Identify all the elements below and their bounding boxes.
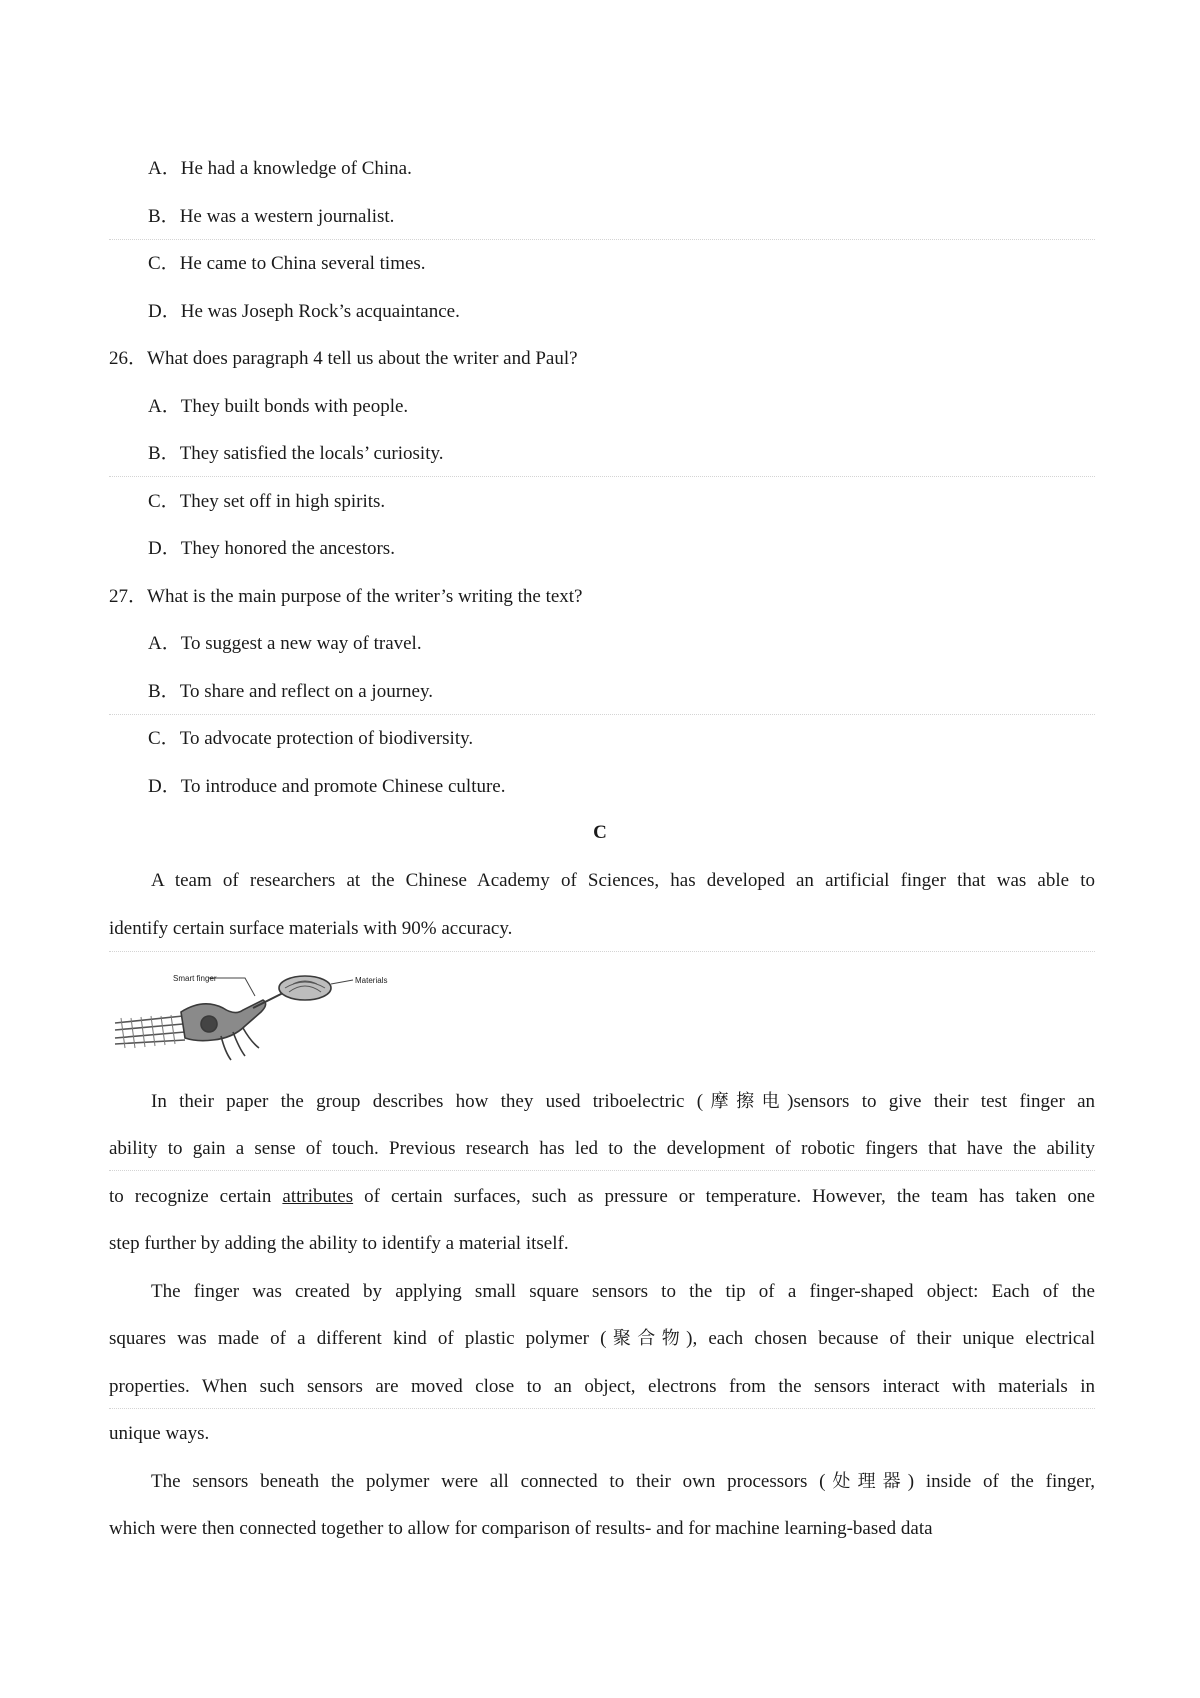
chinese-gloss: 摩擦电 <box>703 1091 788 1112</box>
question-number: 26． <box>109 348 148 369</box>
dotted-rule <box>109 239 1095 240</box>
smart-finger-figure <box>113 968 393 1068</box>
option-letter: D． <box>148 538 181 559</box>
q25-option-a <box>148 157 412 181</box>
paragraph-3-line-2 <box>109 1327 1095 1351</box>
option-letter: D． <box>148 776 181 797</box>
question-text: What is the main purpose of the writer’s writing the text? <box>147 586 583 607</box>
dotted-rule <box>109 476 1095 477</box>
paragraph-3-line-1: The finger was created by applying small square sensors to the tip of a finger-shaped object: Each of the <box>151 1281 1095 1302</box>
q27-stem <box>109 585 583 609</box>
option-text: They built bonds with people. <box>180 396 409 417</box>
option-text: They honored the ancestors. <box>180 538 395 559</box>
dotted-rule <box>109 951 1095 952</box>
q26-stem <box>109 347 578 371</box>
paragraph-2-line-2: ability to gain a sense of touch. Previous research has led to the development of robotic fingers that have the ability <box>109 1138 1095 1159</box>
q25-option-b <box>148 205 394 229</box>
option-text: He came to China several times. <box>179 253 426 274</box>
paragraph-1-line-2: identify certain surface materials with 90% accuracy. <box>109 918 513 939</box>
paragraph-2-line-3 <box>109 1185 1095 1209</box>
dotted-rule <box>109 1408 1095 1409</box>
underlined-word: attributes <box>282 1186 354 1207</box>
text-run: of certain surfaces, such as pressure or temperature. However, the team has taken one <box>353 1186 1095 1207</box>
dotted-rule <box>109 714 1095 715</box>
q27-option-c <box>148 727 473 751</box>
text-run: ) inside of the finger, <box>907 1471 1096 1492</box>
text-run: In their paper the group describes how they used triboelectric ( <box>151 1091 704 1112</box>
question-text: What does paragraph 4 tell us about the writer and Paul? <box>147 348 578 369</box>
option-letter: B． <box>148 681 180 702</box>
option-letter: D． <box>148 301 181 322</box>
section-heading: C <box>593 822 607 843</box>
text-run: ), each chosen because of their unique electrical <box>686 1328 1095 1349</box>
q26-option-a <box>148 395 408 419</box>
dotted-rule <box>109 1170 1095 1171</box>
option-text: He was Joseph Rock’s acquaintance. <box>180 301 460 322</box>
q26-option-d <box>148 537 395 561</box>
q26-option-c <box>148 490 385 514</box>
q27-option-a <box>148 632 422 656</box>
chinese-gloss: 聚合物 <box>606 1328 687 1349</box>
paragraph-3-line-3: properties. When such sensors are moved close to an object, electrons from the sensors interact with materials in <box>109 1376 1095 1397</box>
option-text: He had a knowledge of China. <box>180 158 412 179</box>
text-run: squares was made of a different kind of plastic polymer ( <box>109 1328 607 1349</box>
q27-option-d <box>148 775 505 799</box>
paragraph-3-line-4: unique ways. <box>109 1423 210 1444</box>
option-letter: B． <box>148 443 180 464</box>
q25-option-d <box>148 300 460 324</box>
option-letter: A． <box>148 158 181 179</box>
option-letter: C． <box>148 253 180 274</box>
q25-option-c <box>148 252 426 276</box>
paragraph-4-line-2: which were then connected together to allow for comparison of results- and for machine learning-based data <box>109 1518 933 1539</box>
option-text: To advocate protection of biodiversity. <box>179 728 474 749</box>
option-text: To introduce and promote Chinese culture. <box>180 776 506 797</box>
paragraph-2-line-1 <box>151 1090 1095 1114</box>
option-text: They satisfied the locals’ curiosity. <box>179 443 444 464</box>
question-number: 27． <box>109 586 148 607</box>
text-run: )sensors to give their test finger an <box>787 1091 1096 1112</box>
q27-option-b <box>148 680 433 704</box>
option-letter: C． <box>148 491 180 512</box>
option-letter: A． <box>148 396 181 417</box>
paragraph-1-line-1: A team of researchers at the Chinese Academy of Sciences, has developed an artificial finger that was able to <box>151 870 1095 891</box>
option-letter: C． <box>148 728 180 749</box>
paragraph-2-line-4: step further by adding the ability to identify a material itself. <box>109 1233 569 1254</box>
option-letter: B． <box>148 206 180 227</box>
option-text: They set off in high spirits. <box>179 491 386 512</box>
option-text: To share and reflect on a journey. <box>179 681 433 702</box>
text-run: to recognize certain <box>109 1186 283 1207</box>
paragraph-4-line-1 <box>151 1470 1095 1494</box>
chinese-gloss: 处理器 <box>825 1471 908 1492</box>
text-run: The sensors beneath the polymer were all connected to their own processors ( <box>151 1471 826 1492</box>
option-text: To suggest a new way of travel. <box>180 633 422 654</box>
option-letter: A． <box>148 633 181 654</box>
figure-label-finger: Smart finger <box>173 974 217 983</box>
q26-option-b <box>148 442 444 466</box>
figure-label-material: Materials <box>355 976 388 985</box>
option-text: He was a western journalist. <box>179 206 395 227</box>
